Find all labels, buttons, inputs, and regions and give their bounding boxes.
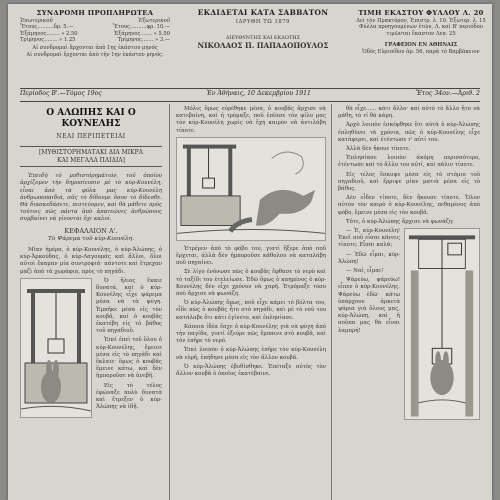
price-box [350,10,492,56]
genre-line: [ΜΥΘΙΣΤΟΡΗΜΑΤΑΚΙ ΔΙΑ ΜΙΚΡΑ [38,149,144,157]
paragraph: Ἐτρέμεν ἀπὸ τὸ φόβο του, γιατὶ ἤξερε ἀπὸ ποῦ ἔρχεται, ἀλλὰ δὲν ἠμποροῦσε κάθολου νὰ καταλάβη ποῦ πηγαίνει. [176,245,326,267]
rate-line: Ἑξάμηνος....... » 5.50 [114,30,170,37]
paragraph: Δὲν εἶδεν τίποτε, δὲν ἤκουσε τίποτε. Ὅλον αὐτὸν τὸν καιρὸ ὁ κύρ-Κουνέλης, πεθαμένος ἀπὸ φόβο, ἔμεινε μέσα εἰς τὸν κουβᾶ. [338,195,480,216]
rate-line: Τρίμηνος........ » 1.25 [20,37,76,44]
subscription-note: Αἱ συνδρομαὶ ἔρχονται ἀπὸ τὴν 1ην ἑκάστου μηνός. [26,51,164,58]
masthead [20,8,486,88]
price-line: Δεὶ τὸν Πρακτόρον, Ἐπιστρ. λ. 10. Ἐξωτερ. λ. 15 [356,17,486,24]
header-rule [20,88,480,89]
chapter-title: Τὸ Ψάρεμα τοῦ κύρ-Κουνέλη. [48,235,134,242]
paragraph: Τότε, ὁ κύρ-Ἀλώπης ἄρχισε νὰ φωνάζη: [346,218,454,225]
subscription-title: ΣΥΝΔΡΟΜΗ ΠΡΟΠΛΗΡΩΤΕΑ [36,9,154,17]
well-rabbit-drawing [21,279,91,417]
subscription-note: Αἱ συνδρομαὶ ἄρχονται ἀπὸ 1ης ἑκάστου μηνός [32,44,158,51]
paragraph: Ἀλλὰ δὲν ἤκουε τίποτε. [346,146,411,153]
paragraph: Ἐπλησίασε λοιπὸν ἀκόμη περισσότερο, ἐτέντωσε καὶ τὸ ἄλλο του αὐτί, καὶ πάλιν τίποτε. [338,155,480,169]
domestic-label: Ἐσωτερικοῦ [20,17,53,24]
genre-box [20,146,162,167]
issue-date: Ἐν Ἀθήναις, 10 Δεκεμβρίου 1911 [206,90,311,97]
rate-line: Τρίμηνος....... » 3.— [117,37,170,44]
genre-line: ΚΑΙ ΜΕΓΑΛΑ ΠΑΙΔΙΑ] [57,156,125,164]
paragraph: Εἰς τέλος ἔσκυψε μέσα εἰς τὸ στόμιο τοῦ πηγαδιοῦ, καὶ ἔρριψε μίαν ματιὰ μέσα εἰς τὸ βάθος. [338,171,480,193]
paragraph: Μόλις ὅμως εὑρέθηκε μέσα, ὁ κουβᾶς ἄρχισε νὰ κατεβαίνη, καὶ ἡ τρόμαξε, ποῦ ἐπίασε τὸν φίλο μας τὸν κύρ-Κουνέλη χωρὶς νὰ ἔχη καιρὸν νὰ ἀντιλάβη τίποτε. [176,106,326,134]
rate-line: Ἔτους..........δρ. 5.— [20,24,74,31]
story-subtitle: ΝΕΑΙ ΠΕΡΙΠΕΤΕΙΑΙ [56,133,126,140]
newspaper-page [8,4,492,500]
paragraph: Ὁ κύρ-Ἀλώπης ὅμως, ποῦ εἶχε κάμει τὸ βόλτα του, εἶδε πῶς ὁ κουβᾶς ἦτο στὸ πηγάδι, καὶ μὲ τὸ νοῦ του κατάλαβε ὅτι κάτι ἐγίνετο, καὶ ἐπλησίασε. [176,300,326,321]
price-line: Φύλλα προηγουμένων ἐτῶν, Λ. καὶ Β' περιόδου [359,24,483,31]
paragraph: Εἰς τὸ τέλος ἐφώναξε πολὺ δυνατὰ καὶ ἔτρεξεν ὁ κύρ-Ἀλώπης νὰ ἰδῆ. [96,382,162,411]
paragraph: Μίαν ἡμέρα, ὁ κύρ-Κουνέλης, ὁ κύρ-Ἀλώπης, ὁ κύρ-Ἀρκούδας, ὁ κύρ-Λαγουμάς καὶ ἄλλοι, ὅλοι αὐτοὶ ἔκαμαν μία συντροφιά· πάντοτε καὶ ἔτρεχαν μαζὶ ἀπὸ τὰ χωράφια, πρὸς τὸ πηγάδι. [20,247,162,275]
founded-line: ΙΔΡΥΘΗ ΤΩ 1879 [235,18,291,25]
price-title: ΤΙΜΗ ΕΚΑΣΤΟΥ ΦΥΛΛΟΥ Λ. 20 [358,9,484,17]
column-2 [176,106,326,380]
well-section-drawing [405,229,479,419]
paragraph: Ἐπεὶ λοιπὸν ὁ κύρ-Ἀλώπης ἐπῆρε τὸν κύρ-Κουνέλη νὰ εὑρῆ, ἐπήδησε μέσα εἰς τὸν ἄλλον κουβᾶ. [176,347,326,361]
illustration-well-rabbit [20,278,92,418]
illustration-fox-well [176,137,326,241]
year-number: Ἔτος 34ον.—Ἀριθ. 2 [415,90,480,97]
paragraph: Ἀρχὸ λοιπὸν ἐσκέφθηκε ὅτι αὐτὰ ὁ κύρ-Ἀλώπης ἐπληθύνει τὰ χρόνια, πῶς ὁ κύρ-Κουνέλης εἶχε κατάφερει, καὶ ἐτέντωσε τ' αὐτί του. [338,122,480,143]
chapter-heading: ΚΕΦΑΛΑΙΟΝ Α'. [64,226,118,235]
period-volume: Περίοδος Β'.—Τόμος 19ος [20,90,102,97]
rate-line: Ἔτους..........φρ. 10.— [112,24,170,31]
dialogue-line: — Ναί, εἶμαι! [346,268,384,275]
column-divider [169,104,170,500]
dialogue-line: — Ἐδῶ εἶμαι, κύρ-Ἀλώπη! [338,251,400,265]
publication-schedule: ΕΚΔΙΔΕΤΑΙ ΚΑΤΑ ΣΑΒΒΑΤΟΝ [197,8,329,17]
intro-paragraph: Ἐπειδὴ τὸ μυθιστόρημάτιόν, τοῦ ὁποίου ἀρχίζομεν τὴν δημοσίευσιν μὲ τὸ κύρ-Κουνέλη, εἶναι ἀπὸ τὰ φύλα μας κύρ-Κουνέλη ἀνθρωποπαιδιά, σᾶς τὸ δίδουμε ὅσον τὸ δίδεσθε. Θὰ διασκεδάσετε, πιστεύομεν, καὶ θὰ μάθετε πρὸς τούτοις πῶς πάντα ἀπὸ ἀπατεῶνες ἀνθρώπους συμβαίνει νὰ γίνονται ὄχι καλοί. [20,173,162,223]
publication-box [188,10,338,51]
editor-label: ΔΙΕΥΘΥΝΤΗΣ ΚΑΙ ΕΚΔΟΤΗΣ [225,35,301,42]
paragraph: Ἐπεὶ ἐπεὶ τοῦ ὅλου ὁ κύρ-Κουνέλης, ἔμεινε μέσα εἰς τὸ πηγάδι καὶ ἔκλαιε· ὅμως ὁ κουβᾶς ἔμεινε κάτω, καὶ δὲν ἠμποροῦσε νὰ ἀνεβῆ. [96,337,162,380]
foreign-label: Ἐξωτερικοῦ [138,17,170,24]
paragraph: θὰ εἶχε...... κάτι ἄλλο· καὶ αὐτὸ τὸ ἄλλο ἤτο νὰ μάθη, τὸ τί θὰ κάμη. [338,106,480,120]
fox-well-drawing [177,138,325,240]
price-line: τιμῶνται ἕκαστον Λεπ. 25 [386,30,456,37]
column-divider [331,104,332,500]
column-1 [20,106,162,418]
paragraph: Κάποια ἰδέα ἔσχε ὁ κύρ-Κουνέλης γιὰ νὰ φύγη ἀπὸ τὴν παγίδα, γιατὶ ἐξεύρε πῶς ἔμπαινε στὸ κουβᾶ, καὶ τὸν ἐπῆρε τὸ νερό. [176,323,326,345]
dateline-rule [20,101,480,102]
office-label: ΓΡΑΦΕΙΟΝ ΕΝ ΑΘΗΝΑΙΣ [384,42,458,49]
editor-name: ΝΙΚΟΛΑΟΣ Π. ΠΑΠΑΔΟΠΟΥΛΟΣ [197,40,329,50]
office-address: Ὁδὸς Εὐριπίδου ἀρ. 56, παρὰ τὸ Βαρβάκειον [362,48,480,55]
dialogue-line: Ψάρεύω, ψάρεύω! εἶπεν ὁ κύρ-Κουνέλης. Ψάρεύω ἐδῶ· κάτω ὑπάρχουν ἀρκετὰ ψάρια γιὰ ὅλους μας, κύρ-Ἀλώπη, καὶ ἡ σοῦπα μας θὰ εἶναι λαμπρή! [338,277,400,334]
column-3 [338,106,480,420]
rate-line: Ἑξάμηνος........ » 2.50 [20,30,78,37]
paragraph: Σὲ λίγο ἐνόνωσε πῶς ὁ κουβᾶς ἔφθασε τὸ νερὸ καὶ τὸ ταξίδι του ἐτελείωσε. Ἐδῶ ὅμως ὁ καημένος ὁ κύρ-Κουνέλης δὲν εἶχε χρόνον νὰ χαρῆ. Ἐτρόμαξε τόσο ποὺ ἄρχισε νὰ φωνάζη. [176,269,326,298]
illustration-well-section [404,228,480,420]
story-title: Ο ΑΛΩΠΗΣ ΚΑΙ Ο ΚΟΥΝΕΛΗΣ [46,108,136,129]
dateline [20,90,480,100]
subscription-box [20,10,170,58]
dialogue-line: — Ἐ, κύρ-Κουνέλη! Ἐκεῖ ποῦ εἶσαι κάνεις τίποτε; Εἶσαι καλά; [338,228,400,249]
paragraph: Ὁ κύρ-Ἀλώπης ἐβυθίσθηκε. Ἐπέταξε αὐτὸς τὸν ἄλλον κουβᾶ ὁ ὁποῖος ἐκατέβαινε. [176,363,326,378]
paragraph: Ὁ ἥλιος ἔκαιε δυνατά, καὶ ὁ κύρ-Κουνέλης εἶχε ψάρεμα μέσα νὰ τὰ φύγη. Ἐμπῆκε μέσα εἰς τὸν κουβᾶ, καὶ ὁ κουβᾶς ἐκατέβη εἰς τὸ βάθος τοῦ πηγαδιοῦ. [96,277,162,335]
